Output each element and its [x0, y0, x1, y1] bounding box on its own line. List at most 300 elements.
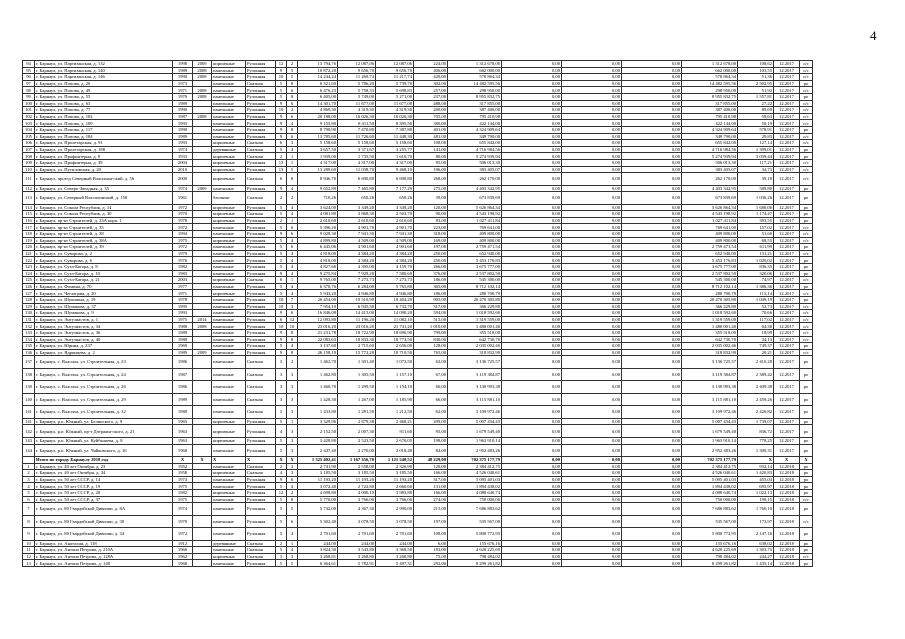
table-cell: 1 428,30: [298, 393, 338, 406]
table-cell: 12.2017: [774, 120, 800, 127]
table-cell: 0,00: [622, 107, 682, 114]
table-cell: 4: [287, 270, 298, 277]
table-cell: 355 518,00: [448, 329, 502, 336]
table-cell: 3: [287, 368, 298, 381]
table-cell: 10: [276, 74, 287, 81]
table-cell: 20 470 305,80: [682, 297, 738, 304]
table-cell: панельные: [212, 185, 246, 192]
table-cell: [193, 290, 212, 297]
table-cell: 84,00: [414, 444, 448, 457]
table-cell: ро: [800, 490, 813, 497]
table-row: [23, 74, 813, 81]
table-cell: 5: [287, 560, 298, 567]
table-cell: 2 503,70: [376, 211, 414, 218]
table-cell: 12.2017: [774, 159, 800, 166]
table-cell: 12.2017: [774, 257, 800, 264]
table-cell: панельные: [212, 67, 246, 74]
table-cell: 4 317,00: [338, 159, 376, 166]
table-cell: 1989: [173, 133, 193, 140]
table-cell: 70,66: [738, 310, 774, 317]
table-cell: г. Барнаул, с. Власиха, ул. Строительная, д. 23: [35, 356, 173, 369]
table-cell: 8 712 102,14: [448, 283, 502, 290]
table-cell: ро: [800, 146, 813, 153]
table-cell: 1993: [173, 310, 193, 317]
table-cell: 429,00: [414, 74, 448, 81]
table-cell: г. Барнаул, ул. Энтузиастов, д. 40: [35, 336, 173, 343]
table-cell: 1: [287, 277, 298, 284]
table-cell: кирпичные: [212, 470, 246, 477]
table-cell: 2009: [193, 349, 212, 356]
table-cell: [193, 329, 212, 336]
table-cell: 0,00: [562, 237, 622, 244]
table-cell: 8: [287, 329, 298, 336]
table-cell: 4 869,30: [298, 107, 338, 114]
table-cell: 0,00: [502, 166, 562, 173]
table-cell: г. Барнаул, ул. Анатолия, д. 118: [35, 540, 173, 547]
table-cell: 12.2017: [774, 204, 800, 211]
table-cell: 39,00: [414, 192, 448, 205]
table-cell: 141: [23, 418, 35, 425]
table-cell: панельные: [212, 393, 246, 406]
table-cell: Скатная: [246, 356, 276, 369]
table-cell: 95,00: [414, 425, 448, 438]
table-cell: г. Барнаул, ул. Антона Петрова, д. 210А: [35, 547, 173, 554]
table-cell: 3: [23, 476, 35, 483]
table-cell: 0,00: [562, 418, 622, 425]
table-cell: 94: [23, 61, 35, 68]
table-cell: 0,00: [562, 444, 622, 457]
table-cell: 10: [276, 107, 287, 114]
table-cell: 140: [23, 393, 35, 406]
table-cell: 11 193,20: [338, 476, 376, 483]
table-cell: 0,00: [622, 166, 682, 173]
table-cell: 2009: [193, 61, 212, 68]
table-cell: 1 963 910,14: [448, 437, 502, 444]
table-cell: г. Барнаул, ул. 50 лет СССР, д. 37: [35, 496, 173, 503]
table-cell: 3: [276, 368, 287, 381]
table-cell: ро: [800, 356, 813, 369]
table-cell: [193, 553, 212, 560]
table-cell: г. Барнаул, пр-кт Строителей, д. 35: [35, 224, 173, 231]
table-cell: 3: [287, 406, 298, 419]
table-cell: 0,00: [562, 257, 622, 264]
table-cell: 5 758,33: [338, 87, 376, 94]
table-cell: 1979: [173, 250, 193, 257]
table-cell: 117,21: [738, 159, 774, 166]
table-cell: [193, 277, 212, 284]
table-cell: панельные: [212, 463, 246, 470]
table-cell: 108,00: [414, 528, 448, 541]
table-cell: 0,00: [502, 553, 562, 560]
table-cell: 2 701,60: [298, 528, 338, 541]
table-cell: 63,00: [414, 356, 448, 369]
table-cell: 8: [287, 126, 298, 133]
table-cell: 0,00: [502, 159, 562, 166]
table-cell: 3 824,30: [298, 547, 338, 554]
table-cell: 1968: [173, 444, 193, 457]
table-cell: 0,00: [622, 173, 682, 186]
table-cell: 0,00: [502, 368, 562, 381]
table-cell: 8: [23, 515, 35, 528]
table-row: [23, 381, 813, 394]
table-cell: Рулонная: [246, 316, 276, 323]
table-cell: панельные: [212, 310, 246, 317]
table-cell: ро: [800, 483, 813, 490]
table-cell: 12.2017: [774, 113, 800, 120]
table-cell: 1 300,31: [738, 444, 774, 457]
table-cell: 0,00: [502, 540, 562, 547]
table-cell: 6 321,60: [298, 80, 338, 87]
table-cell: 9 656,70: [338, 67, 376, 74]
table-cell: 10: [276, 297, 287, 304]
table-cell: [193, 463, 212, 470]
table-cell: Скатная: [246, 277, 276, 284]
table-cell: 11 217,74: [376, 74, 414, 81]
table-cell: 349 790,00: [682, 133, 738, 140]
table-cell: 0,00: [502, 173, 562, 186]
table-cell: 0,00: [562, 316, 622, 323]
table-cell: 6: [287, 476, 298, 483]
table-cell: 0,00: [502, 185, 562, 192]
table-cell: о/с: [800, 140, 813, 147]
table-cell: 349 790,00: [448, 133, 502, 140]
table-cell: 1: [287, 217, 298, 224]
page-number: 4: [870, 28, 877, 43]
table-cell: 7 686 883,62: [682, 503, 738, 516]
table-cell: 12.2017: [774, 166, 800, 173]
table-cell: 1974: [173, 185, 193, 192]
table-cell: 798 484,02: [682, 553, 738, 560]
table-cell: 0,00: [562, 211, 622, 218]
table-row: [23, 87, 813, 94]
table-cell: 0,00: [622, 323, 682, 330]
table-cell: 244,27: [738, 553, 774, 560]
table-cell: 122: [23, 257, 35, 264]
table-cell: 12.2018: [774, 560, 800, 567]
table-cell: 1 680,06: [738, 204, 774, 211]
table-cell: 2 035 002,46: [682, 343, 738, 350]
table-cell: 15 772,20: [338, 349, 376, 356]
table-cell: 0,00: [622, 470, 682, 477]
table-cell: о/с: [800, 323, 813, 330]
table-cell: 1 049,19: [738, 297, 774, 304]
table-cell: 1973: [173, 80, 193, 87]
table-cell: о/с: [800, 107, 813, 114]
table-cell: 2: [287, 463, 298, 470]
table-cell: Рулонная: [246, 437, 276, 444]
table-cell: 13 794,76: [298, 61, 338, 68]
table-cell: о/с: [800, 250, 813, 257]
table-cell: 4 901,70: [376, 224, 414, 231]
table-cell: о/с: [800, 113, 813, 120]
table-cell: Скатная: [246, 381, 276, 394]
table-cell: 2 610,60: [338, 217, 376, 224]
table-cell: панельные: [212, 560, 246, 567]
table-cell: 6 445,06: [298, 244, 338, 251]
table-cell: 1 325 402,41: [298, 457, 338, 464]
table-cell: 1 312 678,00: [448, 61, 502, 68]
table-cell: 1 022,13: [738, 490, 774, 497]
table-cell: о/с: [800, 277, 813, 284]
table-cell: 107: [23, 146, 35, 153]
table-cell: 1 018 592,60: [682, 310, 738, 317]
table-cell: 7 580,60: [376, 270, 414, 277]
table-cell: 5: [276, 515, 287, 528]
table-cell: 317,00: [414, 303, 448, 310]
table-cell: 1 301,40: [338, 356, 376, 369]
table-cell: 5: [276, 146, 287, 153]
table-cell: [193, 483, 212, 490]
table-row: [23, 444, 813, 457]
table-cell: 5 626 864,34: [448, 204, 502, 211]
table-cell: 3 983,80: [376, 490, 414, 497]
table-cell: 4 901,60: [338, 244, 376, 251]
table-cell: 0,00: [622, 231, 682, 238]
table-cell: 11: [23, 547, 35, 554]
table-cell: 650,26: [338, 192, 376, 205]
table-cell: г. Барнаул, ул. Чеглецова, д. 20: [35, 290, 173, 297]
table-cell: 29,83: [738, 133, 774, 140]
table-cell: [193, 393, 212, 406]
table-cell: Рулонная: [246, 496, 276, 503]
table-cell: 9 765,00: [298, 277, 338, 284]
table-cell: 2008: [193, 74, 212, 81]
table-cell: 3 119 384,87: [682, 368, 738, 381]
table-cell: 3 329,96: [298, 418, 338, 425]
table-cell: 799,00: [414, 329, 448, 336]
table-cell: Скатная: [246, 368, 276, 381]
table-cell: 0,00: [562, 425, 622, 438]
table-cell: 12.2017: [774, 418, 800, 425]
table-cell: 1978: [173, 297, 193, 304]
table-cell: г. Барнаул, ул. Энтузиастов, д. 1: [35, 316, 173, 323]
table-cell: 3 349,20: [376, 204, 414, 211]
table-cell: 8 955 832,75: [448, 93, 502, 100]
table-cell: 59,63: [738, 113, 774, 120]
table-cell: 6 405,00: [298, 93, 338, 100]
table-cell: г. Барнаул, ул. Попова, д. 102: [35, 113, 173, 120]
table-cell: 7 273,73: [376, 277, 414, 284]
table-cell: 2008: [193, 67, 212, 74]
table-cell: 1988: [173, 406, 193, 419]
table-cell: 0,00: [622, 120, 682, 127]
table-cell: 12.2018: [774, 503, 800, 516]
table-cell: г. Барнаул, ул. Сухэ-Батора, д. 21: [35, 277, 173, 284]
table-cell: Рулонная: [246, 67, 276, 74]
table-cell: 4 509,00: [338, 237, 376, 244]
table-cell: о/с: [800, 237, 813, 244]
table-cell: 5: [276, 87, 287, 94]
table-cell: 5: [276, 80, 287, 87]
table-row: [23, 185, 813, 192]
table-cell: 5 274 939,94: [448, 153, 502, 160]
table-cell: о/с: [800, 515, 813, 528]
table-cell: 0,00: [562, 270, 622, 277]
table-cell: [193, 244, 212, 251]
table-cell: Рулонная: [246, 231, 276, 238]
table-cell: 7: [23, 503, 35, 516]
table-cell: Скатная: [246, 540, 276, 547]
table-cell: Рулонная: [246, 418, 276, 425]
table-cell: ро: [800, 470, 813, 477]
table-cell: 2 523,50: [338, 437, 376, 444]
table-cell: кирпичные: [212, 166, 246, 173]
table-cell: 1971: [173, 290, 193, 297]
table-cell: 0,00: [502, 153, 562, 160]
table-cell: 12.2017: [774, 231, 800, 238]
table-row: [23, 257, 813, 264]
table-cell: 0,00: [562, 343, 622, 350]
table-cell: Рулонная: [246, 224, 276, 231]
table-cell: 9 275,84: [298, 270, 338, 277]
table-cell: 795 410,98: [682, 113, 738, 120]
table-cell: 9 028,30: [298, 231, 338, 238]
table-cell: 0,00: [502, 80, 562, 87]
table-cell: 589,80: [738, 185, 774, 192]
table-cell: 12.2017: [774, 192, 800, 205]
table-cell: 12.2017: [774, 93, 800, 100]
table-cell: ро: [800, 185, 813, 192]
table-cell: [193, 336, 212, 343]
table-cell: 0,00: [502, 381, 562, 394]
table-cell: г. Барнаул, р.п. Южный, пр-т Дзержин-ского, д. 21: [35, 425, 173, 438]
table-cell: 20 454,00: [298, 297, 338, 304]
table-cell: 1989: [173, 329, 193, 336]
table-cell: 1989: [173, 100, 193, 107]
table-cell: 1 894 438,02: [448, 483, 502, 490]
table-cell: 0,00: [622, 270, 682, 277]
table-cell: г. Барнаул, ул. Попова, д. 109: [35, 120, 173, 127]
table-cell: 3 039,44: [738, 153, 774, 160]
table-cell: 1 185,90: [376, 393, 414, 406]
table-cell: 19 404,20: [376, 297, 414, 304]
table-cell: 2 468,21: [376, 418, 414, 425]
table-cell: 662 000,00: [682, 67, 738, 74]
table-cell: 578 864,34: [682, 74, 738, 81]
table-cell: 455,04: [738, 476, 774, 483]
table-cell: Рулонная: [246, 323, 276, 330]
table-cell: г. Барнаул, р.п. Южный, ул. Белинского, д. 9: [35, 418, 173, 425]
table-cell: 4 620 225,69: [448, 547, 502, 554]
table-cell: кирпичные: [212, 211, 246, 218]
table-cell: панельные: [212, 257, 246, 264]
table-cell: панельные: [212, 406, 246, 419]
table-cell: г. Барнаул, ул. 50 лет СССР, д. 14: [35, 476, 173, 483]
table-cell: 0,00: [622, 540, 682, 547]
table-cell: 5: [276, 528, 287, 541]
table-cell: 642 730,70: [448, 336, 502, 343]
table-cell: ро: [800, 244, 813, 251]
table-cell: [193, 204, 212, 211]
table-cell: 275,00: [414, 185, 448, 192]
table-cell: панельные: [212, 126, 246, 133]
table-cell: [193, 237, 212, 244]
table-cell: 4 526 040,61: [682, 470, 738, 477]
table-cell: 0,00: [562, 100, 622, 107]
table-row: [23, 349, 813, 356]
table-cell: 0,00: [622, 80, 682, 87]
table-row: [23, 528, 813, 541]
table-cell: 62,00: [414, 406, 448, 419]
table-cell: 6: [287, 231, 298, 238]
table-cell: 1 739,07: [738, 418, 774, 425]
table-cell: 5 626 864,34: [682, 204, 738, 211]
table-cell: 4: [287, 185, 298, 192]
table-cell: 2 018,40: [376, 444, 414, 457]
table-cell: 12: [23, 553, 35, 560]
table-cell: 12.2017: [774, 74, 800, 81]
table-cell: 535 567,00: [448, 515, 502, 528]
table-cell: 1988: [173, 323, 193, 330]
table-cell: 5: [276, 343, 287, 350]
table-cell: 12.2017: [774, 425, 800, 438]
table-cell: 12.2017: [774, 356, 800, 369]
table-cell: 96: [23, 74, 35, 81]
table-cell: 705,00: [414, 113, 448, 120]
table-cell: 4 509,00: [376, 237, 414, 244]
table-cell: [193, 166, 212, 173]
table-cell: ро: [800, 80, 813, 87]
table-cell: 4: [287, 257, 298, 264]
table-cell: о/с: [800, 303, 813, 310]
table-cell: 6: [276, 277, 287, 284]
table-cell: Рулонная: [246, 349, 276, 356]
table-cell: 0,00: [622, 204, 682, 211]
table-cell: 1966: [173, 547, 193, 554]
table-cell: 113,14: [738, 290, 774, 297]
table-cell: 3 078,50: [338, 515, 376, 528]
table-cell: 4 946,80: [338, 290, 376, 297]
table-cell: 5: [276, 560, 287, 567]
table-cell: 366 229,80: [682, 303, 738, 310]
table-cell: 103,55: [738, 67, 774, 74]
table-cell: 1 212,50: [376, 406, 414, 419]
table-cell: 1975: [173, 316, 193, 323]
table-cell: 0,00: [562, 290, 622, 297]
table-cell: 6 732,70: [376, 303, 414, 310]
table-cell: 9 656,70: [376, 67, 414, 74]
table-row: [23, 107, 813, 114]
table-cell: 2 660,60: [376, 483, 414, 490]
table-cell: г. Барнаул, ул. 80 Гвардейской Дивизии, д. 30: [35, 515, 173, 528]
table-cell: Скатная: [246, 146, 276, 153]
table-cell: 3: [287, 470, 298, 477]
table-cell: 318 832,99: [682, 349, 738, 356]
table-cell: 1 616,70: [376, 153, 414, 160]
table-cell: 317 855,00: [682, 100, 738, 107]
table-cell: 12.2017: [774, 349, 800, 356]
table-cell: панельные: [212, 270, 246, 277]
table-cell: 380,00: [414, 120, 448, 127]
table-cell: 2 147,16: [738, 528, 774, 541]
table-cell: 19 510,90: [338, 297, 376, 304]
table-row: [23, 192, 813, 205]
table-cell: 0,00: [502, 217, 562, 224]
table-cell: 2: [287, 61, 298, 68]
table-cell: 133: [23, 329, 35, 336]
table-cell: 200,00: [414, 107, 448, 114]
table-cell: 4 698,80: [298, 490, 338, 497]
table-cell: 9 468,10: [376, 166, 414, 173]
table-cell: 673 839,69: [682, 192, 738, 205]
table-cell: Рулонная: [246, 87, 276, 94]
table-cell: 2010: [173, 166, 193, 173]
table-cell: панельные: [212, 107, 246, 114]
table-cell: ро: [800, 393, 813, 406]
table-cell: 1990: [173, 126, 193, 133]
table-cell: 115: [23, 211, 35, 218]
table-cell: Рулонная: [246, 244, 276, 251]
